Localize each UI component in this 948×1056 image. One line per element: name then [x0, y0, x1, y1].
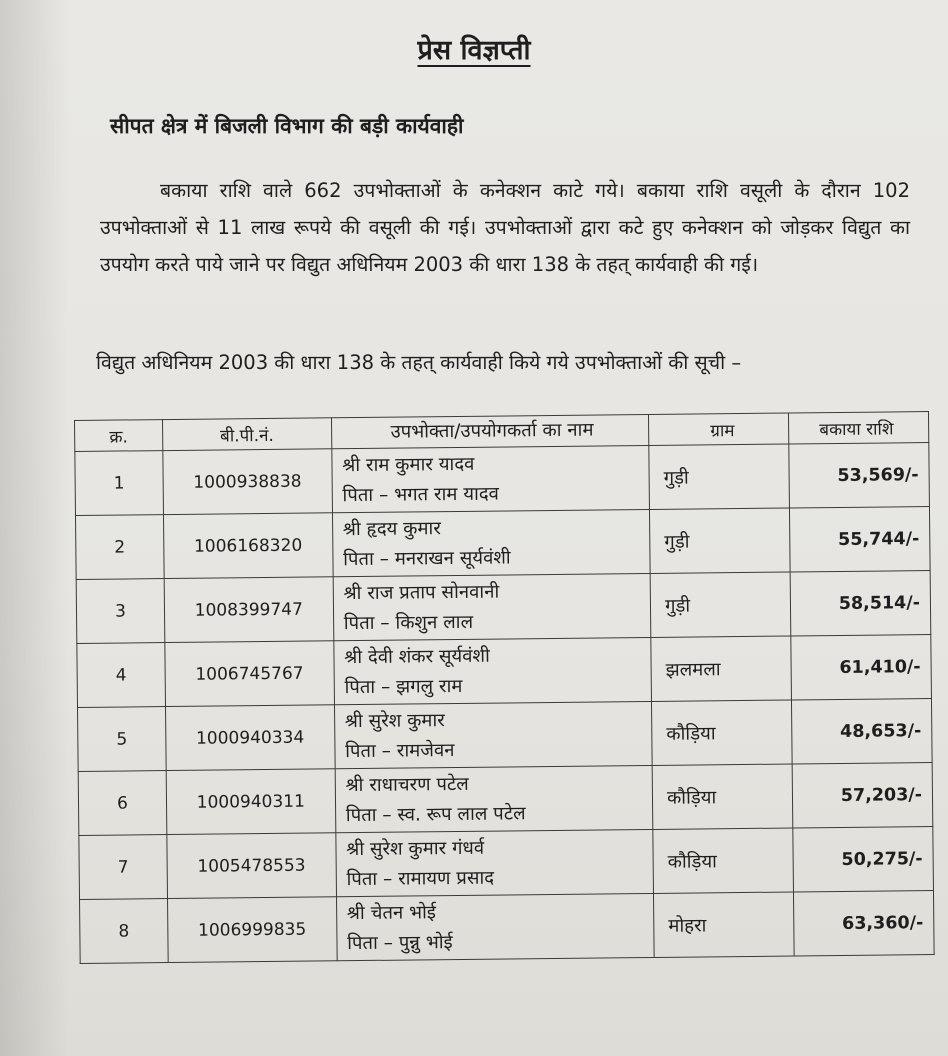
row-consumer	[335, 765, 653, 832]
consumer-name: श्री राज प्रताप सोनवानी	[343, 581, 500, 604]
consumer-name: श्री चेतन भोई	[346, 901, 437, 924]
consumer-father: पिता – रामायण प्रसाद	[346, 867, 495, 890]
row-village: कौड़िया	[653, 828, 793, 893]
row-village: गुड़ी	[650, 572, 790, 637]
row-village: कौड़िया	[652, 700, 792, 765]
row-sn: 6	[78, 771, 167, 836]
row-amount: 61,410/-	[790, 635, 931, 700]
row-amount: 55,744/-	[789, 507, 930, 572]
row-sn: 8	[80, 899, 169, 964]
row-village: गुड़ी	[649, 508, 789, 573]
row-consumer	[336, 829, 654, 896]
row-sn: 1	[75, 451, 164, 516]
consumer-name: श्री राम कुमार यादव	[342, 453, 475, 476]
header-sn: क्र.	[75, 420, 163, 452]
body-paragraph: बकाया राशि वाले 662 उपभोक्ताओं के कनेक्शन काटे गये। बकाया राशि वसूली के दौरान 102 उपभोक्ताओं से 11 लाख रूपये की वसूली की गई। उपभोक्ताओं द्वारा कटे हुए कनेक्शन को जोड़कर विद्युत का उपयोग करते पाये जाने पर विद्युत अधिनियम 2003 की धारा 138 के तहत् कार्यवाही की गई।	[100, 179, 910, 276]
consumer-name: श्री सुरेश कुमार गंधर्व	[346, 837, 485, 860]
table-row	[79, 827, 934, 900]
row-consumer	[334, 637, 652, 704]
row-bp-number: 1000940334	[165, 705, 334, 771]
row-bp-number: 1000940311	[166, 769, 335, 835]
header-name: उपभोक्ता/उपयोगकर्ता का नाम	[331, 414, 649, 448]
row-village: गुड़ी	[649, 444, 789, 509]
row-consumer	[332, 509, 650, 576]
header-amount: बकाया राशि	[788, 412, 929, 444]
row-village: झलमला	[651, 636, 791, 701]
row-bp-number: 1006999835	[167, 897, 336, 963]
row-bp-number: 1005478553	[167, 833, 336, 899]
row-bp-number: 1000938838	[163, 449, 332, 515]
consumer-name: श्री राधाचरण पटेल	[345, 773, 469, 796]
defaulters-table	[74, 411, 935, 964]
row-bp-number: 1006745767	[165, 641, 334, 707]
row-consumer	[336, 893, 654, 960]
consumer-name: श्री सुरेश कुमार	[344, 709, 445, 732]
table-row	[75, 443, 930, 516]
consumer-father: पिता – पुन्नु भोई	[347, 931, 453, 954]
consumer-name: श्री हृदय कुमार	[342, 517, 441, 540]
row-sn: 2	[76, 515, 165, 580]
consumer-father: पिता – झगलु राम	[344, 675, 463, 698]
consumer-father: पिता – मनराखन सूर्यवंशी	[343, 546, 511, 570]
page-title-text: प्रेस विज्ञप्ती	[417, 35, 531, 66]
table-row	[80, 891, 935, 964]
row-sn: 3	[76, 579, 165, 644]
row-amount: 53,569/-	[788, 443, 929, 508]
row-amount: 57,203/-	[792, 763, 933, 828]
consumer-father: पिता – भगत राम यादव	[342, 483, 500, 506]
table-body	[75, 443, 934, 964]
table-row	[77, 635, 932, 708]
row-amount: 50,275/-	[792, 827, 933, 892]
row-bp-number: 1008399747	[164, 577, 333, 643]
list-intro: विद्युत अधिनियम 2003 की धारा 138 के तहत् कार्यवाही किये गये उपभोक्ताओं की सूची –	[96, 351, 742, 374]
table-row	[76, 571, 931, 644]
row-amount: 63,360/-	[793, 891, 934, 956]
table-row	[78, 763, 933, 836]
header-village: ग्राम	[649, 413, 789, 445]
page-title	[0, 30, 948, 67]
row-sn: 7	[79, 835, 168, 900]
consumer-father: पिता – रामजेवन	[345, 739, 455, 762]
row-consumer	[333, 573, 651, 640]
page-shadow	[0, 0, 70, 1056]
row-village: कौड़िया	[652, 764, 792, 829]
row-amount: 58,514/-	[790, 571, 931, 636]
row-consumer	[332, 445, 650, 512]
row-sn: 4	[77, 643, 166, 708]
row-bp-number: 1006168320	[163, 513, 332, 579]
row-sn: 5	[78, 707, 167, 772]
consumer-father: पिता – स्व. रूप लाल पटेल	[345, 802, 526, 826]
consumer-name: श्री देवी शंकर सूर्यवंशी	[344, 645, 490, 668]
table-row	[76, 507, 931, 580]
row-amount: 48,653/-	[791, 699, 932, 764]
header-bp-number: बी.पी.नं.	[162, 418, 331, 451]
subtitle: सीपत क्षेत्र में बिजली विभाग की बड़ी कार्यवाही	[110, 114, 464, 138]
row-consumer	[334, 701, 652, 768]
table-row	[78, 699, 933, 772]
row-village: मोहरा	[654, 892, 794, 957]
consumer-father: पिता – किशुन लाल	[343, 611, 474, 634]
